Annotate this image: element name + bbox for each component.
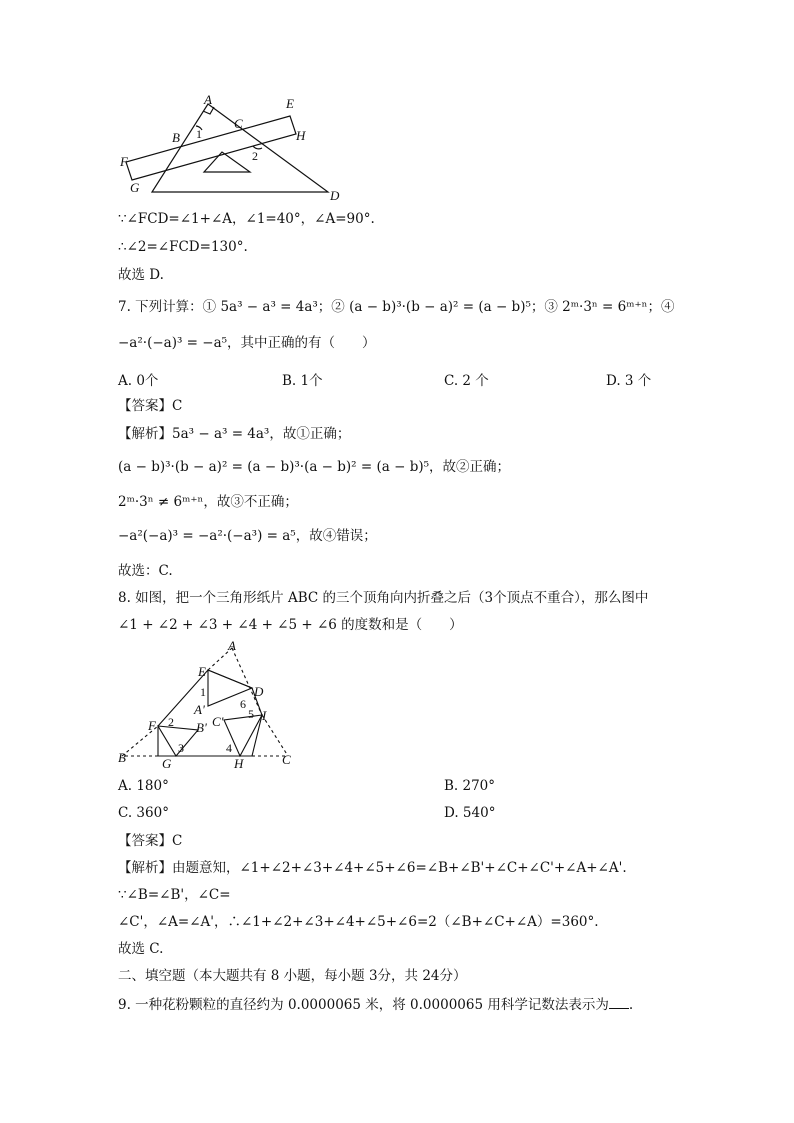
q8-analysis-4: 故选 C. — [118, 941, 164, 957]
label-E: E — [286, 96, 294, 111]
q8-stem-2: ∠1 + ∠2 + ∠3 + ∠4 + ∠5 + ∠6 的度数和是（ ） — [118, 617, 463, 633]
q7-option-a: A. 0个 — [118, 373, 159, 389]
label-I: I — [262, 708, 267, 723]
small-triangle — [204, 152, 250, 172]
q9-stem-text: 9. 一种花粉颗粒的直径约为 0.0000065 米，将 0.0000065 用科学记数法表示为 — [118, 997, 609, 1013]
q7-analysis-5: 故选：C. — [118, 563, 173, 579]
label-5: 5 — [248, 707, 254, 721]
label-2: 2 — [252, 149, 258, 163]
label-H: H — [296, 128, 306, 143]
label-E: E — [198, 664, 206, 679]
q6-line-1: ∵∠FCD=∠1+∠A，∠1=40°，∠A=90°. — [118, 211, 375, 227]
label-A: A — [204, 92, 212, 107]
label-B: B — [172, 130, 180, 145]
label-G: G — [162, 756, 172, 770]
q8-option-b: B. 270° — [444, 778, 496, 794]
label-C-prime: C' — [212, 714, 224, 729]
q7-option-d: D. 3 个 — [606, 373, 652, 389]
q8-option-c: C. 360° — [118, 805, 169, 821]
q7-analysis-1: 【解析】5a³ − a³ = 4a³，故①正确； — [118, 426, 351, 442]
q9-answer-blank[interactable] — [609, 996, 629, 1009]
label-F: F — [120, 154, 128, 169]
section-2-heading: 二、填空题（本大题共有 8 小题，每小题 3分，共 24分） — [118, 968, 467, 984]
q7-analysis-2: (a − b)³·(b − a)² = (a − b)³·(a − b)² = (a − b)⁵，故②正确； — [118, 459, 511, 475]
q8-analysis-3: ∠C'，∠A=∠A'，∴∠1+∠2+∠3+∠4+∠5+∠6=2（∠B+∠C+∠A）=360°. — [118, 914, 599, 930]
label-H: H — [234, 756, 244, 770]
label-1: 1 — [200, 685, 206, 699]
label-1: 1 — [196, 127, 202, 141]
q7-option-c: C. 2 个 — [444, 373, 489, 389]
q8-option-a: A. 180° — [118, 778, 169, 794]
label-G: G — [130, 180, 140, 195]
label-B: B — [118, 750, 126, 765]
q8-analysis-1: 【解析】由题意知，∠1+∠2+∠3+∠4+∠5+∠6=∠B+∠B'+∠C+∠C'+∠A+∠A'. — [118, 860, 627, 876]
q7-analysis-4: −a²(−a)³ = −a²·(−a³) = a⁵，故④错误； — [118, 528, 377, 544]
q8-answer: 【答案】C — [118, 833, 183, 849]
q6-line-2: ∴∠2=∠FCD=130°. — [118, 239, 248, 255]
q7-analysis-3: 2ᵐ·3ⁿ ≠ 6ᵐ⁺ⁿ，故③不正确； — [118, 494, 298, 510]
label-A: A — [228, 640, 236, 653]
q7-stem-2: −a²·(−a)³ = −a⁵，其中正确的有（ ） — [118, 335, 376, 351]
q8-analysis-2: ∵∠B=∠B'，∠C= — [118, 887, 231, 903]
q7-option-b: B. 1个 — [282, 373, 323, 389]
label-4: 4 — [226, 741, 232, 755]
label-2: 2 — [168, 715, 174, 729]
q8-stem-1: 8. 如图，把一个三角形纸片 ABC 的三个顶角向内折叠之后（3个顶点不重合），那么图中 — [118, 590, 649, 606]
q7-stem-1: 7. 下列计算：① 5a³ − a³ = 4a³；② (a − b)³·(b − a)² = (a − b)⁵；③ 2ᵐ·3ⁿ = 6ᵐ⁺ⁿ；④ — [118, 299, 675, 315]
q8-option-d: D. 540° — [444, 805, 496, 821]
label-3: 3 — [178, 741, 184, 755]
q9-stem — [118, 996, 633, 1014]
label-D: D — [254, 684, 264, 699]
ruler-strip — [126, 116, 296, 180]
label-D: D — [330, 188, 340, 203]
label-F: F — [148, 718, 156, 733]
label-A-prime: A' — [194, 702, 205, 717]
label-C: C — [234, 116, 243, 131]
figure-folded-triangle — [112, 640, 302, 770]
figure-parallel-lines — [110, 92, 350, 204]
label-C: C — [282, 752, 291, 767]
label-6: 6 — [240, 697, 246, 711]
q9-stem-end: . — [628, 997, 634, 1013]
label-B-prime: B' — [196, 720, 207, 735]
q6-line-3: 故选 D. — [118, 267, 164, 283]
q7-answer: 【答案】C — [118, 398, 183, 414]
